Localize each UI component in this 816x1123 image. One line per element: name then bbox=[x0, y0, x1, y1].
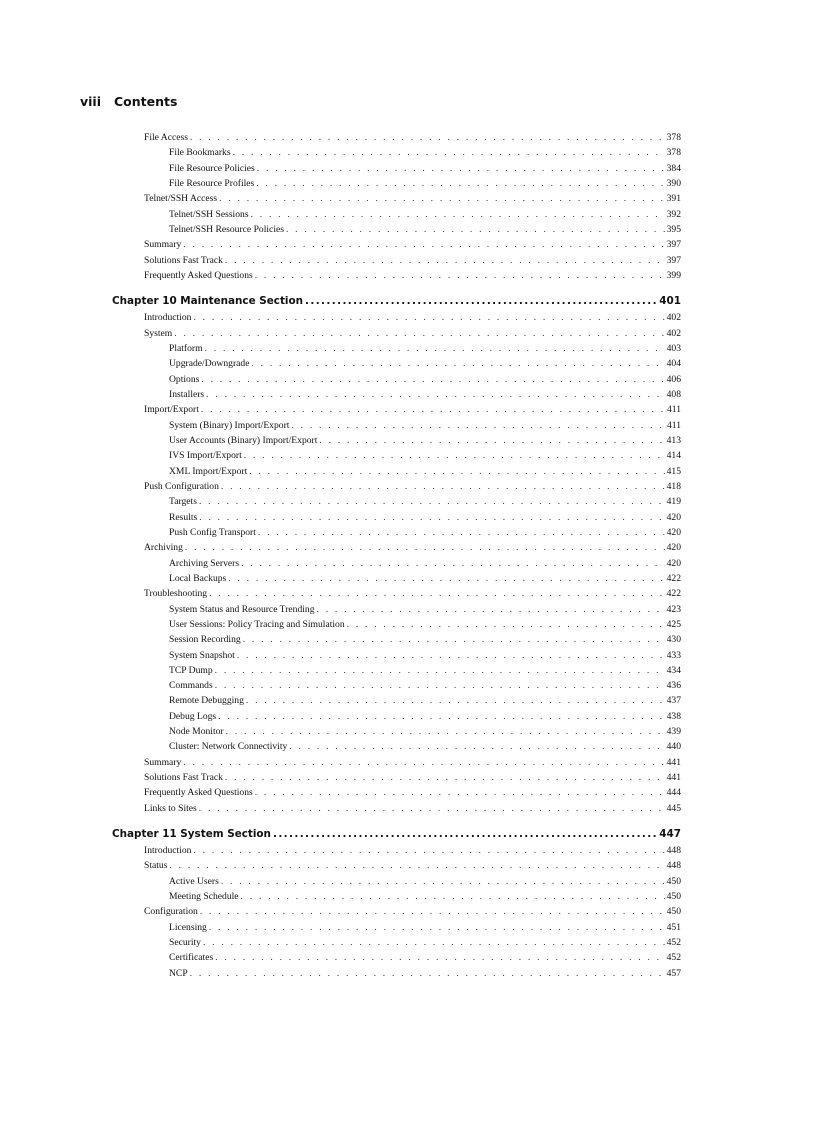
entry-page-number: 378 bbox=[666, 147, 681, 159]
toc-subentry[interactable] bbox=[144, 387, 681, 402]
dot-leader bbox=[244, 448, 665, 463]
entry-page-number: 420 bbox=[666, 557, 681, 569]
entry-title: Archiving bbox=[144, 542, 183, 554]
toc-subentry[interactable] bbox=[144, 464, 681, 479]
chapter-heading[interactable] bbox=[112, 826, 681, 843]
dot-leader bbox=[289, 739, 664, 754]
toc-subentry[interactable] bbox=[144, 556, 681, 571]
entry-page-number: 418 bbox=[666, 480, 681, 492]
toc-entry[interactable] bbox=[144, 402, 681, 417]
dot-leader bbox=[215, 678, 665, 693]
entry-page-number: 457 bbox=[666, 967, 681, 979]
entry-title: Upgrade/Downgrade bbox=[169, 358, 250, 370]
dot-leader bbox=[226, 724, 665, 739]
dot-leader bbox=[221, 874, 665, 889]
entry-page-number: 411 bbox=[666, 419, 681, 431]
entry-page-number: 440 bbox=[666, 741, 681, 753]
toc-entry[interactable] bbox=[144, 843, 681, 858]
entry-page-number: 437 bbox=[666, 695, 681, 707]
toc-subentry[interactable] bbox=[144, 724, 681, 739]
entry-page-number: 451 bbox=[666, 921, 681, 933]
entry-title: Push Config Transport bbox=[169, 526, 256, 538]
entry-page-number: 406 bbox=[666, 373, 681, 385]
dot-leader bbox=[190, 966, 665, 981]
entry-title: Summary bbox=[144, 239, 182, 251]
entry-page-number: 403 bbox=[666, 342, 681, 354]
dot-leader bbox=[251, 356, 664, 371]
dot-leader bbox=[228, 571, 664, 586]
entry-title: Archiving Servers bbox=[169, 557, 240, 569]
entry-page-number: 413 bbox=[666, 434, 681, 446]
entry-title: Status bbox=[144, 860, 168, 872]
entry-page-number: 390 bbox=[666, 177, 681, 189]
page-number: viii bbox=[80, 94, 102, 109]
entry-page-number: 414 bbox=[666, 450, 681, 462]
toc-entry[interactable] bbox=[144, 904, 681, 919]
entry-title: Meeting Schedule bbox=[169, 891, 239, 903]
entry-page-number: 448 bbox=[666, 845, 681, 857]
entry-page-number: 438 bbox=[666, 710, 681, 722]
toc-subentry[interactable] bbox=[144, 145, 681, 160]
entry-page-number: 378 bbox=[666, 132, 681, 143]
toc-subentry[interactable] bbox=[144, 433, 681, 448]
toc-entry[interactable] bbox=[144, 785, 681, 800]
toc-subentry[interactable] bbox=[144, 693, 681, 708]
entry-title: File Resource Profiles bbox=[169, 177, 255, 189]
dot-leader bbox=[243, 632, 665, 647]
toc-subentry[interactable] bbox=[144, 709, 681, 724]
entry-title: TCP Dump bbox=[169, 664, 213, 676]
entry-title: Remote Debugging bbox=[169, 695, 244, 707]
entry-page-number: 425 bbox=[666, 618, 681, 630]
toc-subentry[interactable] bbox=[144, 222, 681, 237]
entry-page-number: 395 bbox=[666, 223, 681, 235]
dot-leader bbox=[305, 293, 657, 310]
dot-leader bbox=[205, 341, 665, 356]
entry-page-number: 384 bbox=[666, 162, 681, 174]
entry-title: File Access bbox=[144, 132, 188, 143]
entry-page-number: 392 bbox=[666, 208, 681, 220]
toc-subentry[interactable] bbox=[144, 950, 681, 965]
toc-entry[interactable] bbox=[144, 310, 681, 325]
entry-title: Results bbox=[169, 511, 198, 523]
entry-title: Security bbox=[169, 937, 201, 949]
dot-leader bbox=[193, 843, 664, 858]
dot-leader bbox=[255, 268, 665, 283]
entry-page-number: 444 bbox=[666, 787, 681, 799]
entry-title: Solutions Fast Track bbox=[144, 254, 223, 266]
entry-title: Push Configuration bbox=[144, 480, 219, 492]
entry-page-number: 399 bbox=[666, 269, 681, 281]
toc-subentry[interactable] bbox=[144, 372, 681, 387]
toc-subentry[interactable] bbox=[144, 663, 681, 678]
dot-leader bbox=[215, 950, 664, 965]
entry-page-number: 439 bbox=[666, 726, 681, 738]
toc-entry[interactable] bbox=[144, 755, 681, 770]
toc-subentry[interactable] bbox=[144, 207, 681, 222]
toc-subentry[interactable] bbox=[144, 632, 681, 647]
toc-subentry[interactable] bbox=[144, 617, 681, 632]
entry-page-number: 450 bbox=[666, 906, 681, 918]
entry-title: Telnet/SSH Resource Policies bbox=[169, 223, 284, 235]
entry-page-number: 401 bbox=[659, 295, 681, 308]
dot-leader bbox=[183, 237, 664, 252]
toc-subentry[interactable] bbox=[144, 571, 681, 586]
toc-subentry[interactable] bbox=[144, 176, 681, 191]
entry-title: Installers bbox=[169, 388, 205, 400]
entry-page-number: 420 bbox=[666, 526, 681, 538]
entry-title: Introduction bbox=[144, 312, 192, 324]
dot-leader bbox=[209, 586, 665, 601]
entry-title: Chapter 11 System Section bbox=[112, 828, 271, 841]
toc-subentry[interactable] bbox=[144, 889, 681, 904]
toc-subentry[interactable] bbox=[144, 602, 681, 617]
dot-leader bbox=[249, 464, 664, 479]
entry-title: Local Backups bbox=[169, 572, 227, 584]
toc-subentry[interactable] bbox=[144, 874, 681, 889]
toc-subentry[interactable] bbox=[144, 648, 681, 663]
entry-title: System (Binary) Import/Export bbox=[169, 419, 290, 431]
dot-leader bbox=[206, 387, 664, 402]
toc-entry[interactable] bbox=[144, 326, 681, 341]
toc-subentry[interactable] bbox=[144, 935, 681, 950]
entry-page-number: 397 bbox=[666, 254, 681, 266]
dot-leader bbox=[233, 145, 665, 160]
entry-title: Introduction bbox=[144, 845, 192, 857]
entry-title: User Sessions: Policy Tracing and Simulation bbox=[169, 618, 345, 630]
toc-subentry[interactable] bbox=[144, 920, 681, 935]
entry-page-number: 441 bbox=[666, 772, 681, 784]
entry-page-number: 422 bbox=[666, 572, 681, 584]
dot-leader bbox=[273, 826, 657, 843]
toc-subentry[interactable] bbox=[144, 525, 681, 540]
dot-leader bbox=[190, 130, 665, 145]
toc-subentry[interactable] bbox=[144, 678, 681, 693]
entry-title: NCP bbox=[169, 967, 188, 979]
toc-subentry[interactable] bbox=[144, 739, 681, 754]
dot-leader bbox=[183, 755, 664, 770]
toc-entry[interactable] bbox=[144, 130, 681, 145]
dot-leader bbox=[291, 418, 665, 433]
entry-title: Import/Export bbox=[144, 404, 199, 416]
entry-page-number: 433 bbox=[666, 649, 681, 661]
toc-entry[interactable] bbox=[144, 237, 681, 252]
entry-title: Solutions Fast Track bbox=[144, 772, 223, 784]
dot-leader bbox=[203, 935, 665, 950]
dot-leader bbox=[258, 525, 665, 540]
running-header bbox=[80, 94, 177, 112]
dot-leader bbox=[215, 663, 665, 678]
entry-page-number: 448 bbox=[666, 860, 681, 872]
dot-leader bbox=[209, 920, 665, 935]
entry-page-number: 436 bbox=[666, 680, 681, 692]
entry-page-number: 423 bbox=[666, 603, 681, 615]
table-of-contents bbox=[112, 130, 681, 981]
toc-entry[interactable] bbox=[144, 479, 681, 494]
dot-leader bbox=[199, 510, 664, 525]
toc-entry[interactable] bbox=[144, 858, 681, 873]
toc-entry[interactable] bbox=[144, 191, 681, 206]
dot-leader bbox=[199, 494, 665, 509]
entry-title: Links to Sites bbox=[144, 802, 197, 814]
entry-title: System Snapshot bbox=[169, 649, 235, 661]
entry-title: Chapter 10 Maintenance Section bbox=[112, 295, 304, 308]
dot-leader bbox=[174, 326, 664, 341]
entry-title: Options bbox=[169, 373, 200, 385]
dot-leader bbox=[246, 693, 665, 708]
entry-page-number: 408 bbox=[666, 388, 681, 400]
page-title: Contents bbox=[114, 94, 178, 109]
dot-leader bbox=[201, 372, 664, 387]
dot-leader bbox=[193, 310, 664, 325]
entry-page-number: 447 bbox=[659, 828, 681, 841]
entry-page-number: 397 bbox=[666, 239, 681, 251]
dot-leader bbox=[185, 540, 665, 555]
entry-title: Targets bbox=[169, 496, 197, 508]
toc-entry[interactable] bbox=[144, 770, 681, 785]
entry-title: IVS Import/Export bbox=[169, 450, 242, 462]
entry-title: Cluster: Network Connectivity bbox=[169, 741, 288, 753]
dot-leader bbox=[251, 207, 665, 222]
entry-title: Certificates bbox=[169, 952, 214, 964]
entry-page-number: 430 bbox=[666, 634, 681, 646]
entry-page-number: 420 bbox=[666, 542, 681, 554]
toc-entry[interactable] bbox=[144, 801, 681, 816]
entry-title: XML Import/Export bbox=[169, 465, 248, 477]
dot-leader bbox=[237, 648, 665, 663]
entry-title: File Resource Policies bbox=[169, 162, 255, 174]
dot-leader bbox=[225, 253, 665, 268]
entry-page-number: 422 bbox=[666, 588, 681, 600]
dot-leader bbox=[319, 433, 664, 448]
entry-page-number: 420 bbox=[666, 511, 681, 523]
entry-title: File Bookmarks bbox=[169, 147, 231, 159]
entry-page-number: 402 bbox=[666, 327, 681, 339]
entry-page-number: 445 bbox=[666, 802, 681, 814]
dot-leader bbox=[317, 602, 665, 617]
dot-leader bbox=[256, 176, 664, 191]
dot-leader bbox=[241, 889, 665, 904]
dot-leader bbox=[201, 402, 665, 417]
toc-subentry[interactable] bbox=[144, 966, 681, 981]
entry-title: System Status and Resource Trending bbox=[169, 603, 315, 615]
toc-entry[interactable] bbox=[144, 540, 681, 555]
dot-leader bbox=[257, 161, 665, 176]
toc-entry[interactable] bbox=[144, 586, 681, 601]
dot-leader bbox=[199, 801, 665, 816]
entry-page-number: 419 bbox=[666, 496, 681, 508]
entry-title: User Accounts (Binary) Import/Export bbox=[169, 434, 318, 446]
entry-title: Summary bbox=[144, 756, 182, 768]
entry-title: Session Recording bbox=[169, 634, 241, 646]
dot-leader bbox=[255, 785, 665, 800]
entry-title: Licensing bbox=[169, 921, 207, 933]
entry-page-number: 450 bbox=[666, 875, 681, 887]
entry-title: Telnet/SSH Sessions bbox=[169, 208, 249, 220]
entry-title: Active Users bbox=[169, 875, 219, 887]
toc-subentry[interactable] bbox=[144, 418, 681, 433]
dot-leader bbox=[286, 222, 665, 237]
entry-title: System bbox=[144, 327, 173, 339]
entry-title: Commands bbox=[169, 680, 213, 692]
dot-leader bbox=[221, 479, 665, 494]
entry-page-number: 452 bbox=[666, 952, 681, 964]
entry-title: Troubleshooting bbox=[144, 588, 208, 600]
entry-title: Frequently Asked Questions bbox=[144, 787, 253, 799]
toc-subentry[interactable] bbox=[144, 494, 681, 509]
entry-page-number: 415 bbox=[666, 465, 681, 477]
entry-page-number: 402 bbox=[666, 312, 681, 324]
entry-title: Node Monitor bbox=[169, 726, 224, 738]
entry-page-number: 452 bbox=[666, 937, 681, 949]
toc-entry[interactable] bbox=[144, 268, 681, 283]
chapter-heading[interactable] bbox=[112, 293, 681, 310]
toc-subentry[interactable] bbox=[144, 341, 681, 356]
toc-subentry[interactable] bbox=[144, 510, 681, 525]
dot-leader bbox=[241, 556, 665, 571]
dot-leader bbox=[169, 858, 664, 873]
entry-page-number: 391 bbox=[666, 193, 681, 205]
dot-leader bbox=[218, 709, 664, 724]
dot-leader bbox=[219, 191, 664, 206]
toc-subentry[interactable] bbox=[144, 448, 681, 463]
dot-leader bbox=[347, 617, 665, 632]
toc-subentry[interactable] bbox=[144, 356, 681, 371]
dot-leader bbox=[200, 904, 665, 919]
dot-leader bbox=[225, 770, 665, 785]
entry-title: Debug Logs bbox=[169, 710, 217, 722]
entry-page-number: 411 bbox=[666, 404, 681, 416]
entry-title: Platform bbox=[169, 342, 203, 354]
entry-title: Frequently Asked Questions bbox=[144, 269, 253, 281]
entry-page-number: 441 bbox=[666, 756, 681, 768]
entry-page-number: 450 bbox=[666, 891, 681, 903]
entry-page-number: 434 bbox=[666, 664, 681, 676]
entry-title: Configuration bbox=[144, 906, 198, 918]
entry-page-number: 404 bbox=[666, 358, 681, 370]
entry-title: Telnet/SSH Access bbox=[144, 193, 218, 205]
toc-subentry[interactable] bbox=[144, 161, 681, 176]
toc-entry[interactable] bbox=[144, 253, 681, 268]
